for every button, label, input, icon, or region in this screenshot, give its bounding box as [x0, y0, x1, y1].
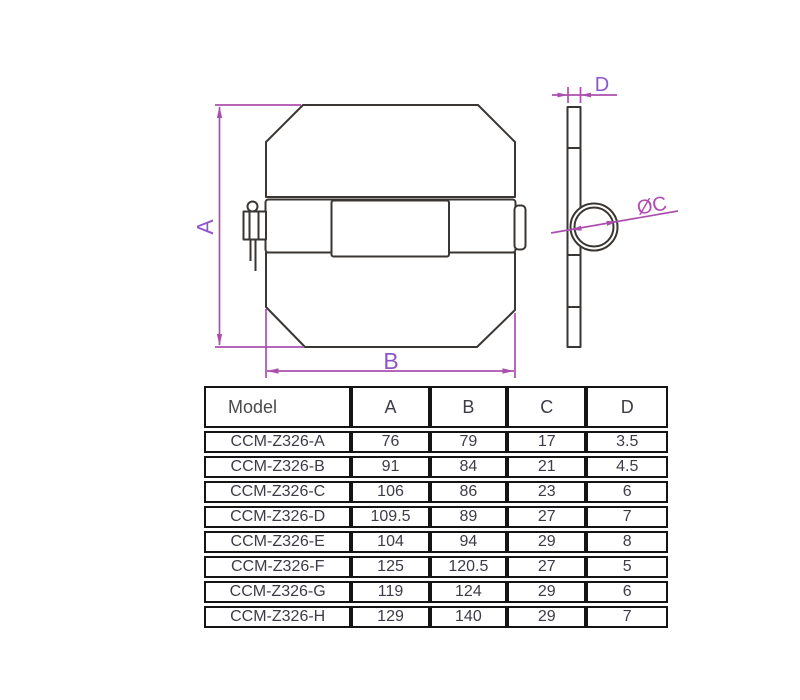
cell-a: 76	[351, 431, 429, 453]
dim-d-label: D	[594, 74, 610, 96]
table-row	[204, 481, 668, 503]
cell-model: CCM-Z326-B	[204, 456, 351, 478]
cell-a: 119	[351, 581, 429, 603]
cell-model: CCM-Z326-E	[204, 531, 351, 553]
dimension-d	[552, 74, 617, 103]
col-header-model	[204, 386, 351, 428]
clamp-upper-body	[266, 105, 515, 197]
arrowhead-up	[217, 107, 222, 119]
cell-b: 84	[430, 456, 507, 478]
latch-clip	[244, 202, 267, 272]
latch-body	[244, 212, 267, 240]
cell-d: 8	[586, 531, 668, 553]
latch-ring	[248, 202, 258, 212]
cell-b: 89	[430, 506, 507, 528]
dim-b-label: B	[383, 348, 399, 374]
cell-d: 4.5	[586, 456, 668, 478]
arrowhead-down	[217, 334, 222, 346]
arrowhead-right	[558, 93, 569, 98]
cell-c: 23	[507, 481, 586, 503]
cell-b: 94	[430, 531, 507, 553]
cell-d: 5	[586, 556, 668, 578]
cell-b: 120.5	[430, 556, 507, 578]
right-tab	[515, 206, 526, 250]
cell-model: CCM-Z326-A	[204, 431, 351, 453]
clamp-lower-body	[266, 253, 515, 348]
cell-c: 29	[507, 531, 586, 553]
cell-a: 109.5	[351, 506, 429, 528]
col-header-c: C	[507, 386, 586, 428]
cell-c: 27	[507, 556, 586, 578]
arrowhead-left	[267, 368, 279, 373]
header-row	[204, 386, 668, 428]
cell-c: 21	[507, 456, 586, 478]
hinge-center-block	[332, 201, 450, 257]
table-row	[204, 456, 668, 478]
table-row	[204, 531, 668, 553]
cell-model: CCM-Z326-F	[204, 556, 351, 578]
dim-c-label: ØC	[635, 192, 669, 220]
cell-c: 29	[507, 606, 586, 628]
cell-a: 106	[351, 481, 429, 503]
col-header-b: B	[430, 386, 507, 428]
cell-b: 140	[430, 606, 507, 628]
cell-a: 129	[351, 606, 429, 628]
cell-c: 27	[507, 506, 586, 528]
table-row	[204, 606, 668, 628]
cell-b: 86	[430, 481, 507, 503]
table-row	[204, 431, 668, 453]
cell-d: 6	[586, 481, 668, 503]
cell-b: 124	[430, 581, 507, 603]
cell-model: CCM-Z326-G	[204, 581, 351, 603]
aperture-outer-circle	[571, 204, 618, 251]
cell-c: 29	[507, 581, 586, 603]
cell-model: CCM-Z326-C	[204, 481, 351, 503]
cell-d: 3.5	[586, 431, 668, 453]
cell-a: 125	[351, 556, 429, 578]
col-header-model-label: Model	[228, 396, 278, 417]
cell-model: CCM-Z326-H	[204, 606, 351, 628]
cell-a: 91	[351, 456, 429, 478]
cell-d: 7	[586, 606, 668, 628]
col-header-d: D	[586, 386, 668, 428]
cell-d: 7	[586, 506, 668, 528]
cell-c: 17	[507, 431, 586, 453]
front-view	[244, 105, 526, 347]
arrowhead-left	[581, 93, 592, 98]
cell-d: 6	[586, 581, 668, 603]
cell-model: CCM-Z326-D	[204, 506, 351, 528]
col-header-a: A	[351, 386, 429, 428]
cell-a: 104	[351, 531, 429, 553]
dim-a-label: A	[192, 219, 219, 235]
table-row	[204, 556, 668, 578]
side-view	[568, 107, 618, 347]
table-row	[204, 506, 668, 528]
arrowhead-right	[503, 368, 515, 373]
spec-table	[204, 383, 668, 631]
cell-b: 79	[430, 431, 507, 453]
table-row	[204, 581, 668, 603]
